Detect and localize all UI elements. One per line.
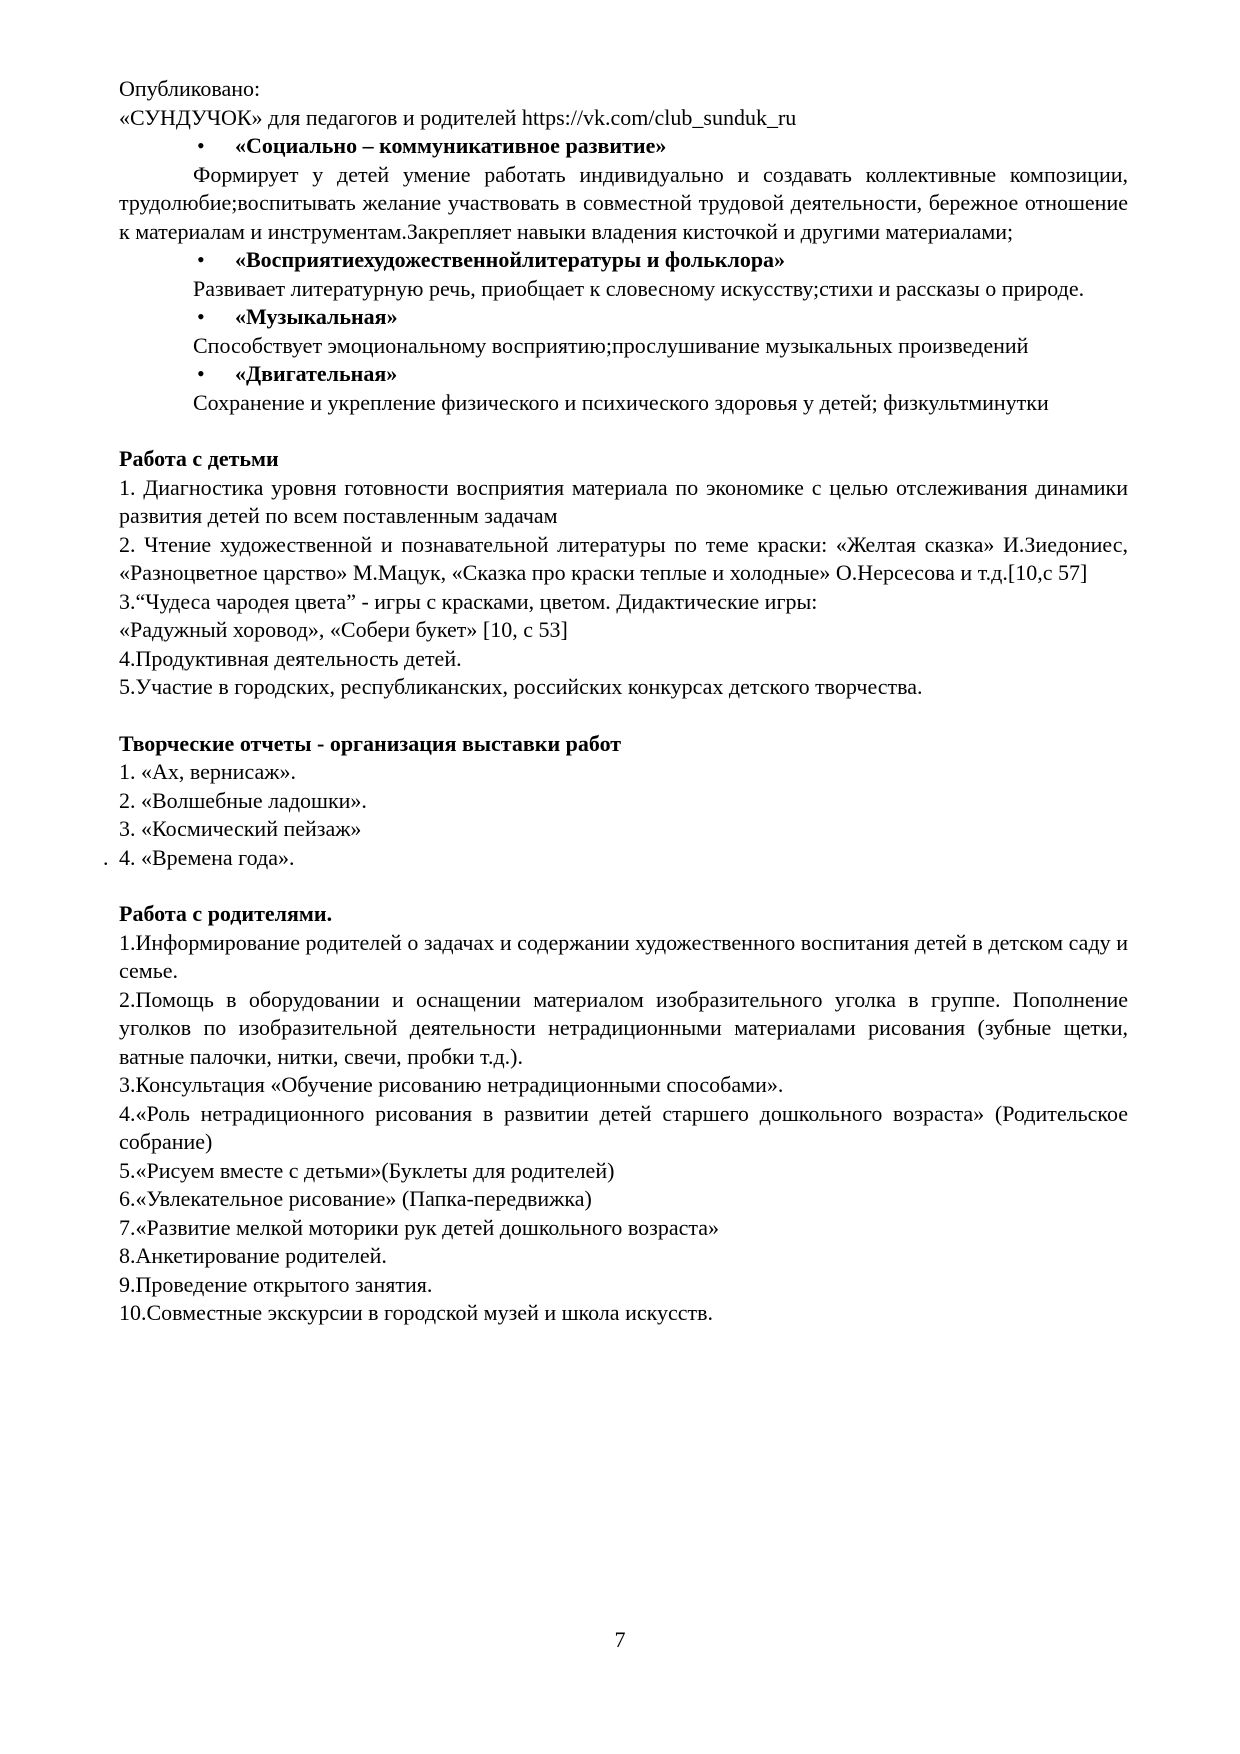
stray-mark: . [103, 844, 109, 870]
area-title-text: «Двигательная» [235, 361, 398, 386]
area-title [119, 360, 1128, 389]
bullet-mark: • [197, 304, 205, 329]
area-title-text: «Восприятиехудожественнойлитературы и фольклора» [235, 247, 786, 272]
list-item: 5.«Рисуем вместе с детьми»(Буклеты для родителей) [119, 1157, 615, 1183]
list-item: 10.Совместные экскурсии в городской музей и школа искусств. [119, 1300, 714, 1325]
section-heading-parents: Работа с родителями. [119, 901, 333, 926]
area-description: Развивает литературную речь, приобщает к словесному искусству;стихи и рассказы о природе. [193, 275, 1085, 301]
list-item: 6.«Увлекательное рисование» (Папка-передвижка) [119, 1186, 592, 1211]
list-item: 4.«Роль нетрадиционного рисования в развитии детей старшего дошкольного возраста» (Родительское собрание) [119, 1100, 1128, 1154]
list-item: 3.Консультация «Обучение рисованию нетрадиционными способами». [119, 1072, 784, 1097]
area-description: Сохранение и укрепление физического и психического здоровья у детей; физкультминутки [193, 389, 1049, 415]
area-title-text: «Социально – коммуникативное развитие» [235, 133, 667, 158]
list-item: 3. «Космический пейзаж» [119, 816, 362, 841]
list-item: 2. «Волшебные ладошки». [119, 787, 367, 813]
list-item: 1.Информирование родителей о задачах и содержании художественного воспитания детей в детском саду и семье. [119, 929, 1128, 983]
list-item: 2. Чтение художественной и познавательной литературы по теме краски: «Желтая сказка» И.Зиедониес, «Разноцветное царство» М.Мацук, «Сказка про краски теплые и холодные» О.Нерсесова и т.д.[10,с 57] [119, 531, 1128, 585]
list-item: «Радужный хоровод», «Собери букет» [10, с 53] [119, 617, 568, 642]
bullet-mark: • [197, 133, 205, 158]
section-heading-children: Работа с детьми [119, 446, 279, 471]
list-item: 2.Помощь в оборудовании и оснащении материалом изобразительного уголка в группе. Пополнение уголков по изобразительной деятельности нетрадиционными материалами рисования (зубные щетки, ватные палочки, нитки, свечи, пробки т.д.). [119, 986, 1128, 1069]
page-number: 7 [614, 1627, 626, 1652]
list-item: 9.Проведение открытого занятия. [119, 1271, 433, 1297]
list-item: 1. «Ах, вернисаж». [119, 759, 296, 784]
area-title [119, 132, 1128, 161]
list-item: 8.Анкетирование родителей. [119, 1243, 387, 1268]
list-item: 5.Участие в городских, республиканских, российских конкурсах детского творчества. [119, 674, 923, 699]
area-title [119, 303, 1128, 332]
bullet-mark: • [197, 247, 205, 272]
bullet-mark: • [197, 361, 205, 386]
section-spacer [119, 417, 1128, 445]
area-title [119, 246, 1128, 275]
list-item: 4.Продуктивная деятельность детей. [119, 645, 462, 671]
list-item: 7.«Развитие мелкой моторики рук детей дошкольного возраста» [119, 1214, 719, 1240]
area-description: Способствует эмоциональному восприятию;прослушивание музыкальных произведений [193, 332, 1029, 358]
area-title-text: «Музыкальная» [235, 304, 398, 329]
list-item [103, 844, 1128, 873]
section-spacer [119, 702, 1128, 730]
area-description: Формирует у детей умение работать индивидуально и создавать коллективные композиции, трудолюбие;воспитывать желание участвовать в совместной трудовой деятельности, бережное отношение к материалам и инструментам.Закрепляет навыки владения кисточкой и другими материалами; [119, 161, 1128, 244]
source-line: «СУНДУЧОК» для педагогов и родителей https://vk.com/club_sunduk_ru [119, 104, 797, 130]
section-heading-reports: Творческие отчеты - организация выставки работ [119, 730, 622, 756]
page-content [103, 75, 1128, 1328]
published-label: Опубликовано: [119, 76, 261, 101]
list-item-text: 4. «Времена года». [119, 844, 295, 870]
section-spacer [119, 872, 1128, 900]
list-item: 1. Диагностика уровня готовности восприятия материала по экономике с целью отслеживания динамики развития детей по всем поставленным задачам [119, 474, 1128, 528]
list-item: 3.“Чудеса чародея цвета” - игры с красками, цветом. Дидактические игры: [119, 588, 818, 614]
